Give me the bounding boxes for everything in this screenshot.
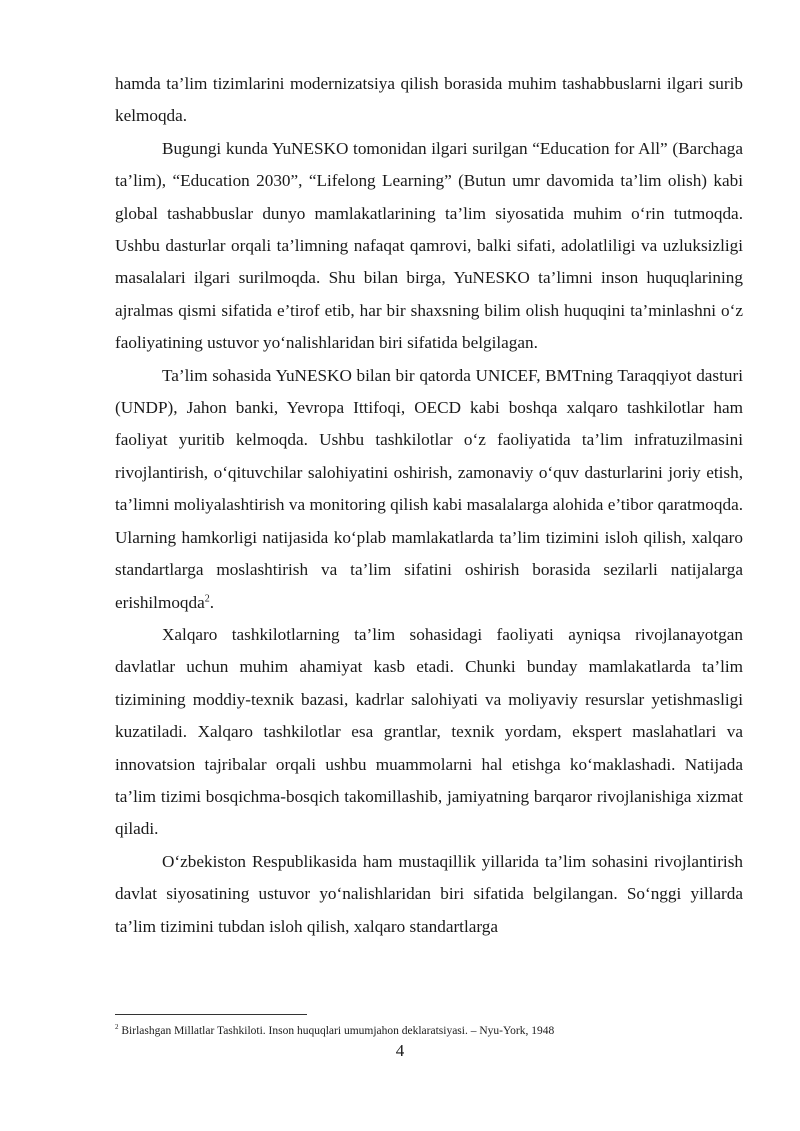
paragraph-unesco-initiatives: [115, 133, 743, 360]
paragraph-text: hamda ta’lim tizimlarini modernizatsiya qilish borasida muhim tashabbuslarni ilgari surib kelmoqda.: [115, 74, 743, 126]
paragraph-international-organizations: [115, 360, 743, 619]
paragraph-developing-countries: [115, 619, 743, 846]
paragraph-uzbekistan: [115, 846, 743, 943]
paragraph-continuation: [115, 68, 743, 133]
footnote-text: Birlashgan Millatlar Tashkiloti. Inson huquqlari umumjahon deklaratsiyasi. – Nyu-York, 1948: [121, 1025, 555, 1037]
footnote-separator: [115, 1014, 307, 1015]
document-body: [115, 68, 743, 943]
paragraph-tail: .: [209, 592, 215, 612]
paragraph-text: Ta’lim sohasida YuNESKO bilan bir qatorda UNICEF, BMTning Taraqqiyot dasturi (UNDP), Jahon banki, Yevropa Ittifoqi, OECD kabi boshqa xalqaro tashkilotlar ham faoliyat yuritib kelmoqda. Ushbu tashkilotlar o‘z faoliyatida ta’lim infratuzilmasini rivojlantirish, o‘qituvchilar salohiyatini oshirish, zamonaviy o‘quv dasturlarini joriy etish, ta’limni moliyalashtirish va monitoring qilish kabi masalalarga alohida e’tibor qaratmoqda. Ularning hamkorligi natijasida ko‘plab mamlakatlarda ta’lim tizimini isloh qilish, xalqaro standartlarga moslashtirish va ta’lim sifatini oshirish borasida sezilarli natijalarga erishilmoqda: [115, 365, 743, 612]
footnote: [115, 1024, 743, 1038]
footnote-reference[interactable]: 2: [204, 592, 210, 604]
paragraph-text: Bugungi kunda YuNESKO tomonidan ilgari surilgan “Education for All” (Barchaga ta’lim), “Education 2030”, “Lifelong Learning” (Butun umr davomida ta’lim olish) kabi global tashabbuslar dunyo mamlakatlarining ta’lim siyosatida muhim o‘rin tutmoqda. Ushbu dasturlar orqali ta’limning nafaqat qamrovi, balki sifati, adolatliligi va uzluksizligi masalalari ilgari surilmoqda. Shu bilan birga, YuNESKO ta’limni inson huquqlarining ajralmas qismi sifatida e’tirof etib, har bir shaxsning bilim olish huquqini ta’minlashni o‘z faoliyatining ustuvor yo‘nalishlaridan biri sifatida belgilagan.: [115, 138, 743, 353]
paragraph-text: O‘zbekiston Respublikasida ham mustaqillik yillarida ta’lim sohasini rivojlantirish davlat siyosatining ustuvor yo‘nalishlaridan biri sifatida belgilangan. So‘nggi yillarda ta’lim tizimini tubdan isloh qilish, xalqaro standartlarga: [115, 851, 743, 936]
paragraph-text: Xalqaro tashkilotlarning ta’lim sohasidagi faoliyati ayniqsa rivojlanayotgan davlatlar uchun muhim ahamiyat kasb etadi. Chunki bunday mamlakatlarda ta’lim tizimining moddiy-texnik bazasi, kadrlar salohiyati va moliyaviy resurslar yetishmasligi kuzatiladi. Xalqaro tashkilotlar esa grantlar, texnik yordam, ekspert maslahatlari va innovatsion tajribalar orqali ushbu muammolarni hal etishga ko‘maklashadi. Natijada ta’lim tizimi bosqichma-bosqich takomillashib, jamiyatning barqaror rivojlanishiga xizmat qiladi.: [115, 624, 743, 839]
page-number: 4: [395, 1041, 405, 1060]
footnote-marker: 2: [115, 1023, 119, 1032]
